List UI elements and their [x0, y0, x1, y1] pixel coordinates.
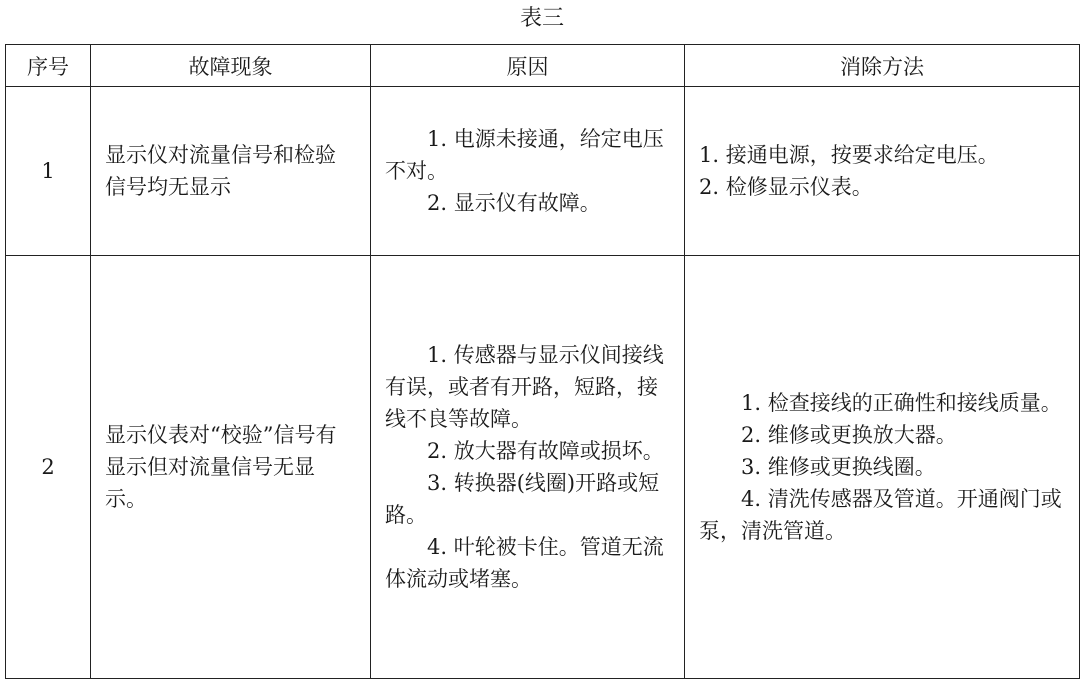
- fault-table: [5, 44, 1080, 679]
- remedy-item: 3. 维修或更换线圈。: [741, 455, 936, 479]
- cause-item: 2. 放大器有故障或损坏。: [427, 439, 664, 463]
- remedy-item: 4. 清洗传感器及管道。开通阀门或泵，清洗管道。: [699, 487, 1062, 543]
- row-remedies: [685, 256, 1080, 679]
- header-cause: 原因: [371, 45, 685, 87]
- row-index: 2: [6, 256, 91, 679]
- table-row: [6, 87, 1080, 256]
- symptom-text: 显示仪表对“校验”信号有显示但对流量信号无显示。: [105, 423, 337, 511]
- row-causes: [371, 87, 685, 256]
- header-symptom: 故障现象: [91, 45, 371, 87]
- header-row: [6, 45, 1080, 87]
- cause-item: 2. 显示仪有故障。: [427, 191, 601, 215]
- header-remedy: 消除方法: [685, 45, 1080, 87]
- table-caption: 表三: [519, 6, 564, 31]
- row-symptom: [91, 87, 371, 256]
- cause-item: 1. 传感器与显示仪间接线有误，或者有开路，短路，接线不良等故障。: [385, 343, 664, 431]
- remedy-item: 2. 维修或更换放大器。: [741, 423, 957, 447]
- cause-item: 4. 叶轮被卡住。管道无流体流动或堵塞。: [385, 535, 664, 591]
- remedy-item: 1. 接通电源，按要求给定电压。: [699, 143, 999, 167]
- remedy-item: 2. 检修显示仪表。: [699, 175, 873, 199]
- symptom-text: 显示仪对流量信号和检验信号均无显示: [105, 143, 336, 199]
- header-index: 序号: [6, 45, 91, 87]
- cause-item: 1. 电源未接通，给定电压 不对。: [385, 127, 664, 183]
- cause-item: 3. 转换器(线圈)开路或短路。: [385, 471, 660, 527]
- remedy-item: 1. 检查接线的正确性和接线质量。: [741, 391, 1062, 415]
- row-index: 1: [6, 87, 91, 256]
- row-remedies: [685, 87, 1080, 256]
- table-row: [6, 256, 1080, 679]
- row-symptom: [91, 256, 371, 679]
- row-causes: [371, 256, 685, 679]
